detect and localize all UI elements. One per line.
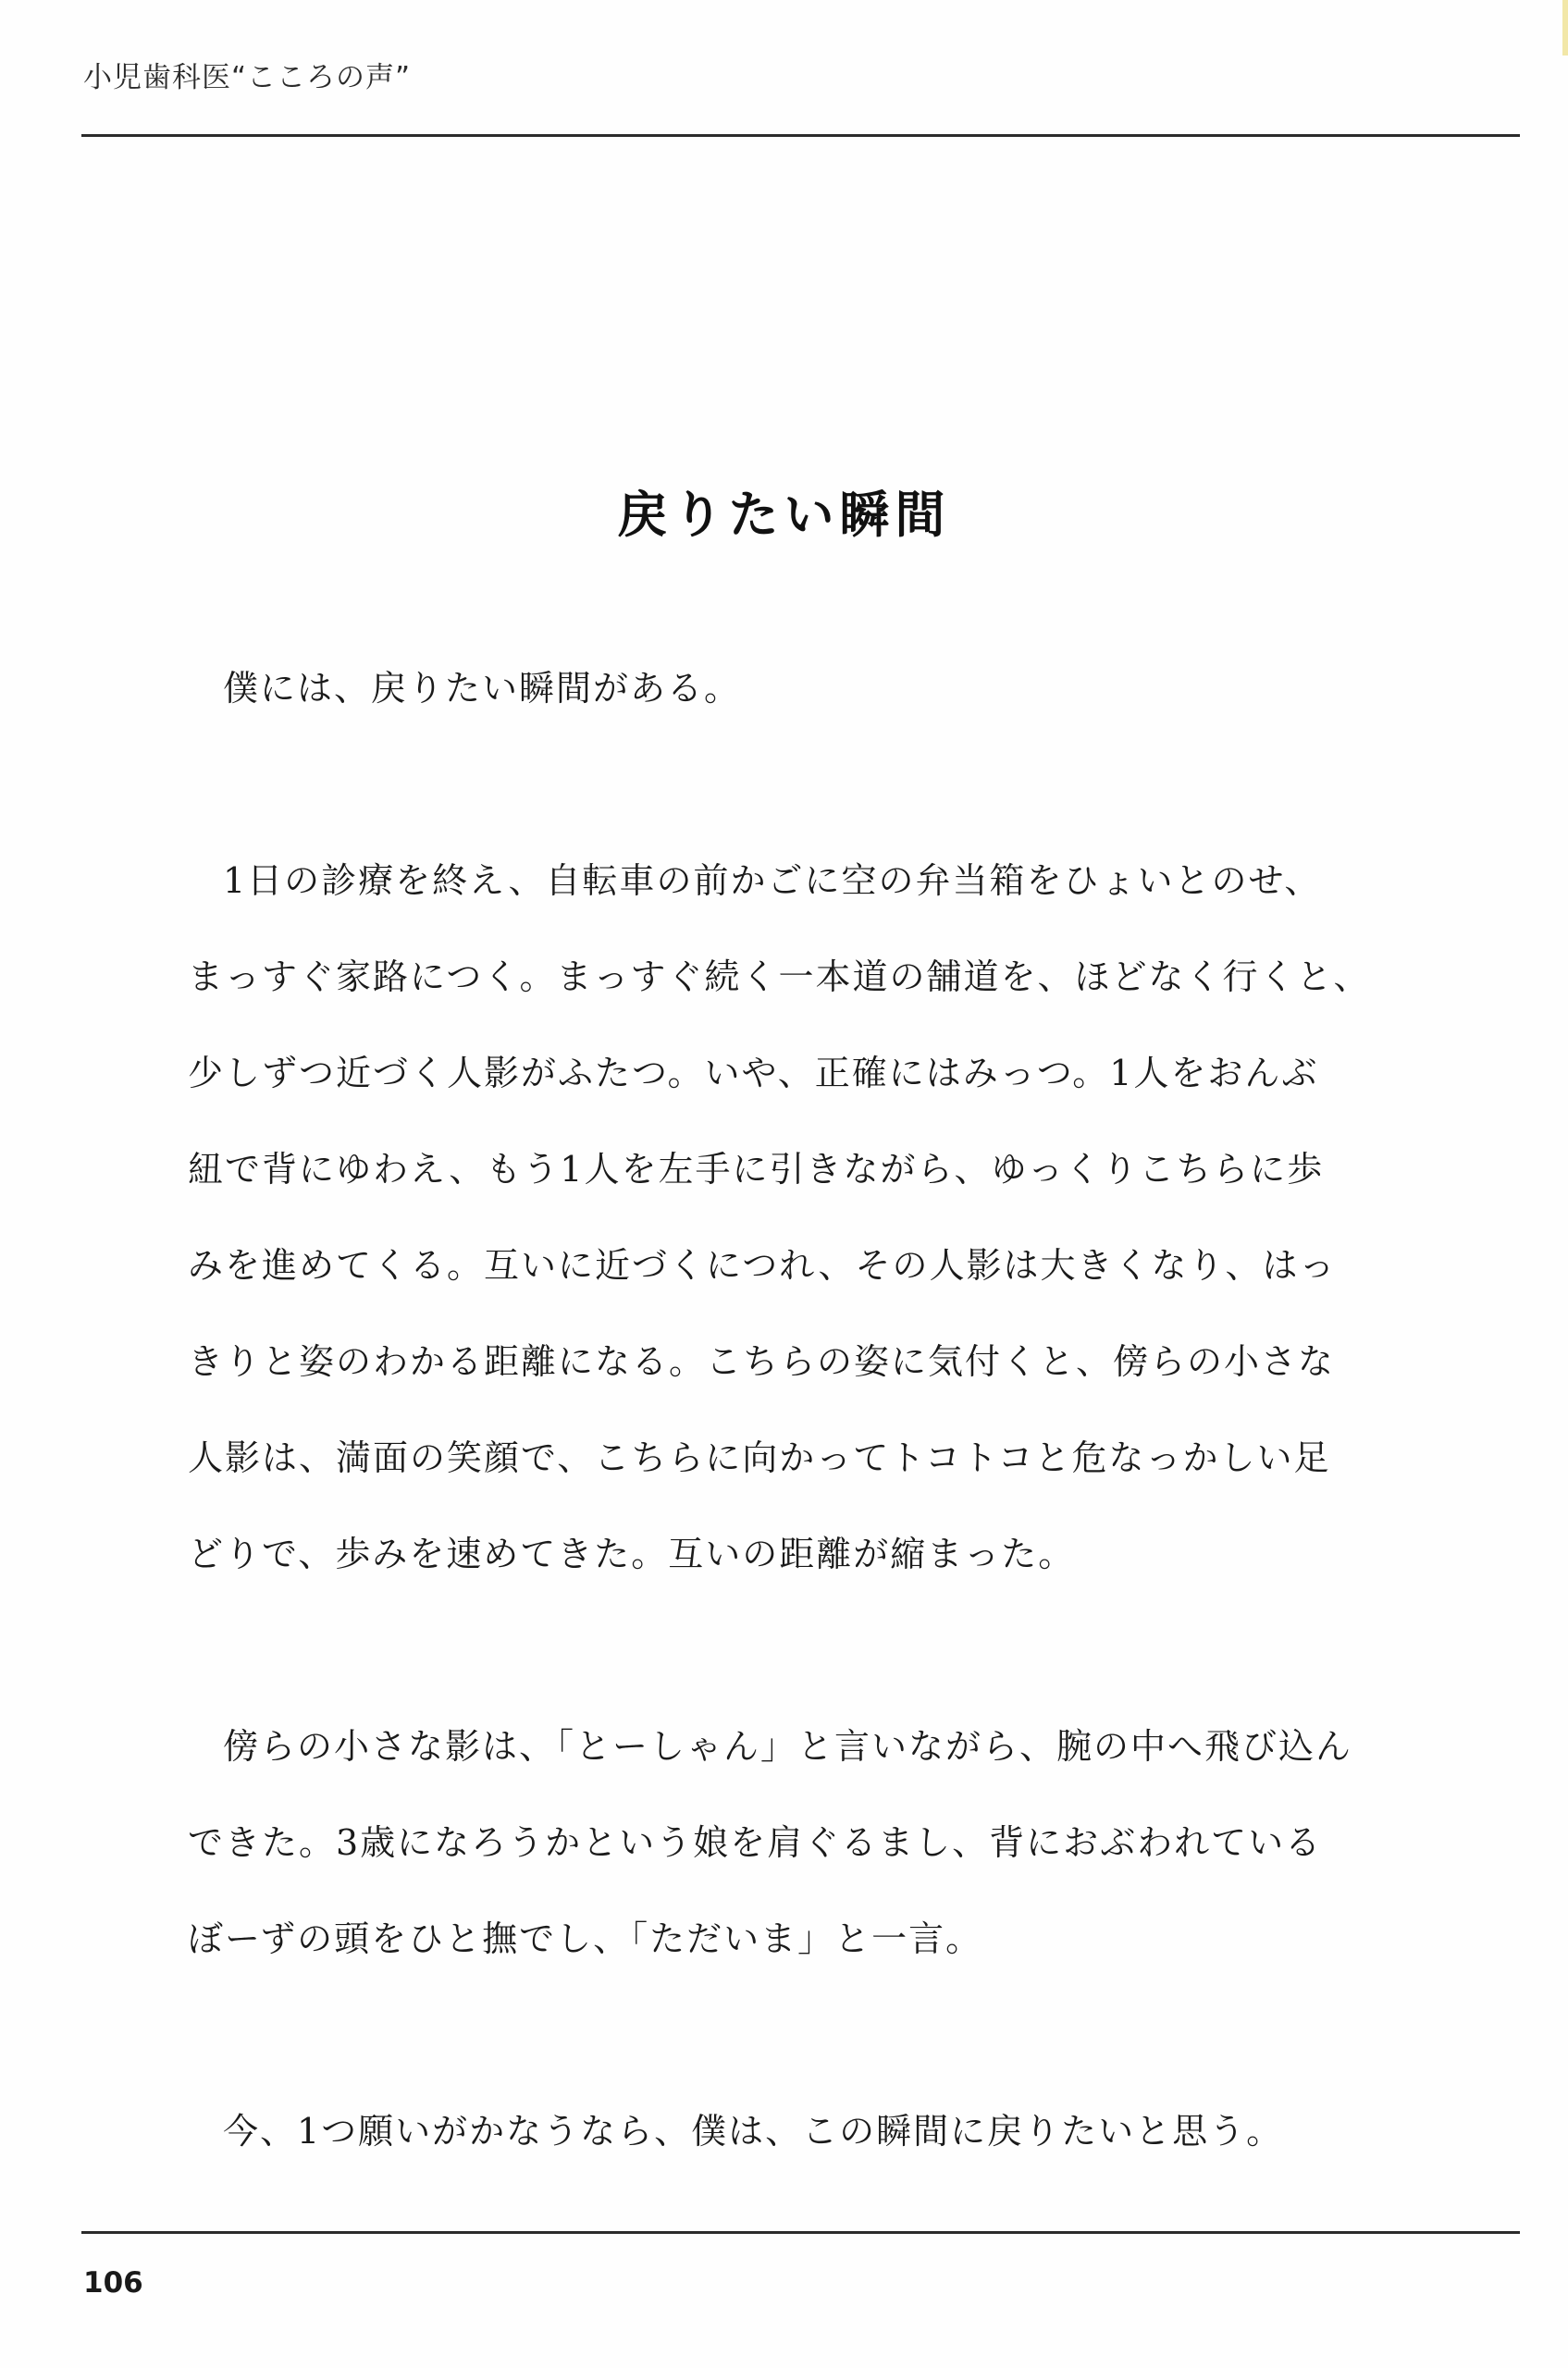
text-line: 紐で背にゆわえ、もう1人を左手に引きながら、ゆっくりこちらに歩	[188, 1149, 1325, 1190]
paragraph-gap	[188, 1987, 1455, 2083]
paragraph-gap	[188, 1602, 1455, 1698]
paragraph-1	[188, 640, 1455, 736]
essay-body	[188, 640, 1455, 2179]
text-line: 今、1つ願いがかなうなら、僕は、この瞬間に戻りたいと思う。	[223, 2111, 1284, 2152]
paragraph-gap	[188, 736, 1455, 832]
essay-title: 戻りたい瞬間	[617, 485, 951, 545]
text-line: 少しずつ近づく人影がふたつ。いや、正確にはみっつ。1人をおんぶ	[188, 1053, 1319, 1093]
text-line: どりで、歩みを速めてきた。互いの距離が縮まった。	[188, 1534, 1076, 1574]
text-line: みを進めてくる。互いに近づくにつれ、その人影は大きくなり、はっ	[188, 1245, 1337, 1286]
text-line: まっすぐ家路につく。まっすぐ続く一本道の舗道を、ほどなく行くと、	[188, 956, 1371, 997]
text-line: きりと姿のわかる距離になる。こちらの姿に気付くと、傍らの小さな	[188, 1341, 1336, 1382]
text-line: 僕には、戻りたい瞬間がある。	[223, 668, 742, 709]
paragraph-3	[188, 1698, 1455, 1987]
text-line: 人影は、満面の笑顔で、こちらに向かってトコトコと危なっかしい足	[188, 1437, 1331, 1478]
header-rule	[81, 134, 1520, 137]
paragraph-4	[188, 2083, 1455, 2179]
text-line: できた。3歳になろうかという娘を肩ぐるまし、背におぶわれている	[188, 1822, 1323, 1863]
text-line: 傍らの小さな影は、「とーしゃん」と言いながら、腕の中へ飛び込ん	[223, 1726, 1353, 1767]
running-head: 小児歯科医“こころの声”	[83, 61, 412, 94]
text-line: ぼーずの頭をひと撫でし、「ただいま」と一言。	[188, 1918, 983, 1959]
footer-rule	[81, 2231, 1520, 2234]
page-edge-mark	[1562, 0, 1568, 56]
paragraph-2	[188, 832, 1455, 1602]
page-number: 106	[83, 2266, 143, 2300]
text-line: 1日の診療を終え、自転車の前かごに空の弁当箱をひょいとのせ、	[223, 860, 1322, 901]
